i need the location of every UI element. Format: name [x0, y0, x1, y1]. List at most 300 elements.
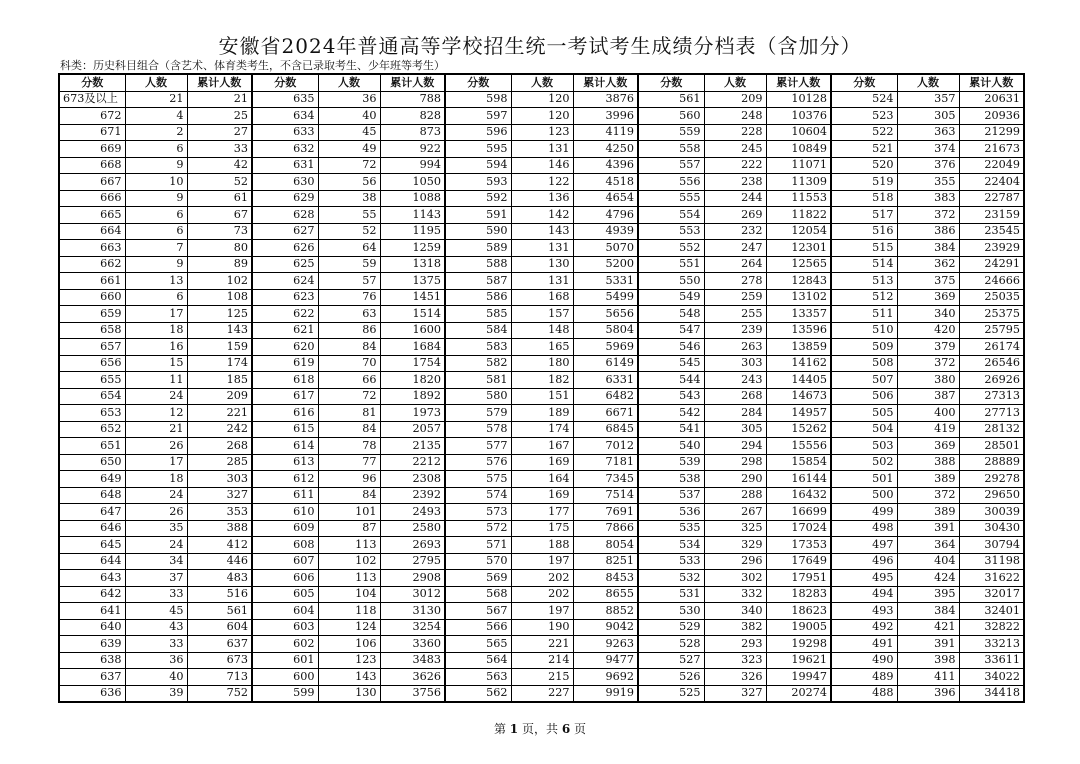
cumulative-cell: 23545 — [959, 223, 1024, 240]
cumulative-cell: 1195 — [380, 223, 445, 240]
count-cell: 238 — [704, 174, 766, 191]
cumulative-cell: 2493 — [380, 504, 445, 521]
count-cell: 6 — [125, 289, 187, 306]
score-header: 分数 — [638, 74, 704, 91]
count-cell: 106 — [318, 636, 380, 653]
score-cell: 584 — [445, 322, 511, 339]
score-cell: 599 — [252, 685, 318, 702]
cumulative-header: 累计人数 — [573, 74, 638, 91]
count-cell: 169 — [511, 487, 573, 504]
score-cell: 592 — [445, 190, 511, 207]
cumulative-cell: 108 — [187, 289, 252, 306]
score-cell: 503 — [831, 438, 897, 455]
score-cell: 601 — [252, 652, 318, 669]
count-cell: 33 — [125, 586, 187, 603]
score-cell: 666 — [59, 190, 125, 207]
count-cell: 84 — [318, 421, 380, 438]
score-cell: 606 — [252, 570, 318, 587]
score-cell: 542 — [638, 405, 704, 422]
count-cell: 76 — [318, 289, 380, 306]
cumulative-cell: 14162 — [766, 355, 831, 372]
score-cell: 616 — [252, 405, 318, 422]
count-cell: 177 — [511, 504, 573, 521]
cumulative-cell: 80 — [187, 240, 252, 257]
cumulative-cell: 1088 — [380, 190, 445, 207]
score-cell: 664 — [59, 223, 125, 240]
table-row — [59, 322, 1024, 339]
footer-suffix: 页 — [574, 722, 587, 736]
score-cell: 552 — [638, 240, 704, 257]
count-cell: 17 — [125, 306, 187, 323]
cumulative-cell: 7181 — [573, 454, 638, 471]
count-cell: 24 — [125, 537, 187, 554]
table-row — [59, 421, 1024, 438]
count-cell: 369 — [897, 438, 959, 455]
page-footer — [0, 720, 1080, 737]
count-cell: 72 — [318, 157, 380, 174]
count-cell: 7 — [125, 240, 187, 257]
score-cell: 507 — [831, 372, 897, 389]
count-cell: 39 — [125, 685, 187, 702]
cumulative-cell: 9477 — [573, 652, 638, 669]
cumulative-cell: 4654 — [573, 190, 638, 207]
score-cell: 610 — [252, 504, 318, 521]
score-cell: 521 — [831, 141, 897, 158]
cumulative-cell: 32401 — [959, 603, 1024, 620]
cumulative-cell: 446 — [187, 553, 252, 570]
table-row — [59, 289, 1024, 306]
score-cell: 594 — [445, 157, 511, 174]
score-cell: 649 — [59, 471, 125, 488]
score-cell: 567 — [445, 603, 511, 620]
score-cell: 621 — [252, 322, 318, 339]
cumulative-cell: 20631 — [959, 91, 1024, 108]
table-row — [59, 438, 1024, 455]
count-cell: 221 — [511, 636, 573, 653]
count-cell: 9 — [125, 256, 187, 273]
score-cell: 566 — [445, 619, 511, 636]
table-row — [59, 174, 1024, 191]
score-cell: 605 — [252, 586, 318, 603]
count-cell: 332 — [704, 586, 766, 603]
score-cell: 525 — [638, 685, 704, 702]
count-cell: 63 — [318, 306, 380, 323]
cumulative-cell: 3996 — [573, 108, 638, 125]
score-cell: 595 — [445, 141, 511, 158]
count-cell: 259 — [704, 289, 766, 306]
score-cell: 598 — [445, 91, 511, 108]
count-cell: 389 — [897, 471, 959, 488]
score-cell: 520 — [831, 157, 897, 174]
score-cell: 659 — [59, 306, 125, 323]
count-cell: 391 — [897, 636, 959, 653]
score-cell: 591 — [445, 207, 511, 224]
count-cell: 215 — [511, 669, 573, 686]
score-cell: 504 — [831, 421, 897, 438]
cumulative-cell: 3254 — [380, 619, 445, 636]
count-cell: 263 — [704, 339, 766, 356]
score-cell: 602 — [252, 636, 318, 653]
cumulative-cell: 604 — [187, 619, 252, 636]
score-cell: 513 — [831, 273, 897, 290]
cumulative-cell: 1259 — [380, 240, 445, 257]
cumulative-cell: 14405 — [766, 372, 831, 389]
score-cell: 493 — [831, 603, 897, 620]
score-cell: 617 — [252, 388, 318, 405]
score-cell: 648 — [59, 487, 125, 504]
score-cell: 554 — [638, 207, 704, 224]
cumulative-header: 累计人数 — [959, 74, 1024, 91]
score-cell: 638 — [59, 652, 125, 669]
table-row — [59, 240, 1024, 257]
cumulative-cell: 922 — [380, 141, 445, 158]
count-cell: 26 — [125, 438, 187, 455]
score-cell: 572 — [445, 520, 511, 537]
score-cell: 609 — [252, 520, 318, 537]
score-cell: 636 — [59, 685, 125, 702]
cumulative-cell: 28889 — [959, 454, 1024, 471]
score-cell: 587 — [445, 273, 511, 290]
score-cell: 653 — [59, 405, 125, 422]
cumulative-cell: 5969 — [573, 339, 638, 356]
cumulative-cell: 30039 — [959, 504, 1024, 521]
cumulative-cell: 8453 — [573, 570, 638, 587]
cumulative-cell: 34022 — [959, 669, 1024, 686]
cumulative-header: 累计人数 — [766, 74, 831, 91]
cumulative-cell: 4518 — [573, 174, 638, 191]
score-cell: 523 — [831, 108, 897, 125]
cumulative-cell: 2580 — [380, 520, 445, 537]
table-row — [59, 405, 1024, 422]
cumulative-cell: 2212 — [380, 454, 445, 471]
count-cell: 96 — [318, 471, 380, 488]
table-row — [59, 124, 1024, 141]
count-cell: 36 — [125, 652, 187, 669]
page-title: 安徽省2024年普通高等学校招生统一考试考生成绩分档表（含加分） — [218, 34, 862, 58]
count-cell: 11 — [125, 372, 187, 389]
score-cell: 490 — [831, 652, 897, 669]
count-cell: 12 — [125, 405, 187, 422]
cumulative-cell: 18623 — [766, 603, 831, 620]
cumulative-cell: 125 — [187, 306, 252, 323]
cumulative-cell: 20274 — [766, 685, 831, 702]
score-cell: 514 — [831, 256, 897, 273]
score-cell: 560 — [638, 108, 704, 125]
cumulative-cell: 412 — [187, 537, 252, 554]
cumulative-cell: 143 — [187, 322, 252, 339]
count-cell: 267 — [704, 504, 766, 521]
score-cell: 570 — [445, 553, 511, 570]
cumulative-cell: 28501 — [959, 438, 1024, 455]
cumulative-cell: 26174 — [959, 339, 1024, 356]
cumulative-cell: 2135 — [380, 438, 445, 455]
count-cell: 293 — [704, 636, 766, 653]
cumulative-cell: 7514 — [573, 487, 638, 504]
score-cell: 593 — [445, 174, 511, 191]
cumulative-cell: 25375 — [959, 306, 1024, 323]
cumulative-cell: 4796 — [573, 207, 638, 224]
cumulative-cell: 15556 — [766, 438, 831, 455]
score-cell: 654 — [59, 388, 125, 405]
cumulative-cell: 1820 — [380, 372, 445, 389]
count-cell: 118 — [318, 603, 380, 620]
score-cell: 641 — [59, 603, 125, 620]
score-cell: 603 — [252, 619, 318, 636]
score-cell: 556 — [638, 174, 704, 191]
count-cell: 188 — [511, 537, 573, 554]
cumulative-cell: 26546 — [959, 355, 1024, 372]
count-cell: 384 — [897, 603, 959, 620]
count-cell: 52 — [318, 223, 380, 240]
cumulative-cell: 828 — [380, 108, 445, 125]
count-cell: 6 — [125, 141, 187, 158]
count-cell: 355 — [897, 174, 959, 191]
count-cell: 86 — [318, 322, 380, 339]
score-cell: 600 — [252, 669, 318, 686]
footer-middle: 页，共 — [521, 722, 558, 736]
score-cell: 585 — [445, 306, 511, 323]
score-cell: 620 — [252, 339, 318, 356]
count-cell: 404 — [897, 553, 959, 570]
score-cell: 512 — [831, 289, 897, 306]
count-cell: 136 — [511, 190, 573, 207]
score-cell: 510 — [831, 322, 897, 339]
cumulative-cell: 327 — [187, 487, 252, 504]
cumulative-cell: 1451 — [380, 289, 445, 306]
count-cell: 383 — [897, 190, 959, 207]
score-cell: 561 — [638, 91, 704, 108]
score-cell: 583 — [445, 339, 511, 356]
cumulative-cell: 6671 — [573, 405, 638, 422]
score-cell: 635 — [252, 91, 318, 108]
score-cell: 581 — [445, 372, 511, 389]
count-cell: 15 — [125, 355, 187, 372]
cumulative-cell: 10128 — [766, 91, 831, 108]
score-cell: 634 — [252, 108, 318, 125]
count-cell: 4 — [125, 108, 187, 125]
score-cell: 645 — [59, 537, 125, 554]
count-cell: 202 — [511, 570, 573, 587]
cumulative-cell: 12565 — [766, 256, 831, 273]
count-cell: 228 — [704, 124, 766, 141]
table-row — [59, 91, 1024, 108]
cumulative-cell: 14957 — [766, 405, 831, 422]
cumulative-cell: 873 — [380, 124, 445, 141]
score-cell: 555 — [638, 190, 704, 207]
table-row — [59, 685, 1024, 702]
count-cell: 84 — [318, 339, 380, 356]
cumulative-cell: 10604 — [766, 124, 831, 141]
cumulative-cell: 3130 — [380, 603, 445, 620]
cumulative-cell: 673 — [187, 652, 252, 669]
score-cell: 642 — [59, 586, 125, 603]
score-cell: 524 — [831, 91, 897, 108]
count-cell: 57 — [318, 273, 380, 290]
cumulative-cell: 16699 — [766, 504, 831, 521]
cumulative-cell: 33213 — [959, 636, 1024, 653]
score-cell: 658 — [59, 322, 125, 339]
score-cell: 574 — [445, 487, 511, 504]
count-cell: 202 — [511, 586, 573, 603]
score-cell: 571 — [445, 537, 511, 554]
cumulative-cell: 67 — [187, 207, 252, 224]
cumulative-cell: 33611 — [959, 652, 1024, 669]
score-cell: 643 — [59, 570, 125, 587]
score-cell: 627 — [252, 223, 318, 240]
count-cell: 131 — [511, 141, 573, 158]
count-cell: 122 — [511, 174, 573, 191]
count-cell: 264 — [704, 256, 766, 273]
score-cell: 551 — [638, 256, 704, 273]
count-cell: 6 — [125, 223, 187, 240]
count-cell: 84 — [318, 487, 380, 504]
score-cell: 516 — [831, 223, 897, 240]
count-cell: 64 — [318, 240, 380, 257]
score-cell: 494 — [831, 586, 897, 603]
table-row — [59, 256, 1024, 273]
score-cell: 623 — [252, 289, 318, 306]
cumulative-cell: 516 — [187, 586, 252, 603]
score-cell: 539 — [638, 454, 704, 471]
score-cell: 498 — [831, 520, 897, 537]
count-cell: 56 — [318, 174, 380, 191]
cumulative-cell: 19621 — [766, 652, 831, 669]
count-cell: 148 — [511, 322, 573, 339]
count-cell: 45 — [125, 603, 187, 620]
cumulative-cell: 25 — [187, 108, 252, 125]
count-cell: 288 — [704, 487, 766, 504]
count-cell: 255 — [704, 306, 766, 323]
count-cell: 123 — [318, 652, 380, 669]
count-cell: 243 — [704, 372, 766, 389]
count-cell: 305 — [897, 108, 959, 125]
cumulative-cell: 174 — [187, 355, 252, 372]
count-cell: 326 — [704, 669, 766, 686]
count-cell: 157 — [511, 306, 573, 323]
table-row — [59, 355, 1024, 372]
count-cell: 323 — [704, 652, 766, 669]
count-cell: 169 — [511, 454, 573, 471]
count-cell: 120 — [511, 108, 573, 125]
score-cell: 622 — [252, 306, 318, 323]
score-cell: 535 — [638, 520, 704, 537]
count-cell: 222 — [704, 157, 766, 174]
count-cell: 120 — [511, 91, 573, 108]
score-cell: 491 — [831, 636, 897, 653]
count-cell: 197 — [511, 553, 573, 570]
cumulative-cell: 6845 — [573, 421, 638, 438]
score-cell: 597 — [445, 108, 511, 125]
count-cell: 174 — [511, 421, 573, 438]
cumulative-cell: 4119 — [573, 124, 638, 141]
count-cell: 411 — [897, 669, 959, 686]
score-cell: 614 — [252, 438, 318, 455]
cumulative-cell: 5499 — [573, 289, 638, 306]
cumulative-cell: 4396 — [573, 157, 638, 174]
table-row — [59, 619, 1024, 636]
score-cell: 575 — [445, 471, 511, 488]
count-cell: 268 — [704, 388, 766, 405]
count-cell: 227 — [511, 685, 573, 702]
count-cell: 398 — [897, 652, 959, 669]
table-row — [59, 306, 1024, 323]
table-row — [59, 570, 1024, 587]
table-row — [59, 636, 1024, 653]
count-cell: 59 — [318, 256, 380, 273]
count-cell: 24 — [125, 487, 187, 504]
cumulative-cell: 102 — [187, 273, 252, 290]
cumulative-cell: 159 — [187, 339, 252, 356]
cumulative-cell: 15854 — [766, 454, 831, 471]
category-subtitle: 科类：历史科目组合（含艺术、体育类考生，不含已录取考生、少年班等考生） — [60, 59, 445, 72]
count-cell: 294 — [704, 438, 766, 455]
count-cell: 232 — [704, 223, 766, 240]
score-cell: 660 — [59, 289, 125, 306]
count-cell: 245 — [704, 141, 766, 158]
count-cell: 81 — [318, 405, 380, 422]
count-cell: 16 — [125, 339, 187, 356]
table-row — [59, 339, 1024, 356]
score-cell: 529 — [638, 619, 704, 636]
count-cell: 340 — [704, 603, 766, 620]
cumulative-cell: 6482 — [573, 388, 638, 405]
score-cell: 568 — [445, 586, 511, 603]
cumulative-cell: 1318 — [380, 256, 445, 273]
score-header: 分数 — [252, 74, 318, 91]
table-row — [59, 207, 1024, 224]
count-cell: 101 — [318, 504, 380, 521]
score-cell: 543 — [638, 388, 704, 405]
cumulative-cell: 33 — [187, 141, 252, 158]
count-cell: 18 — [125, 471, 187, 488]
count-cell: 388 — [897, 454, 959, 471]
count-cell: 389 — [897, 504, 959, 521]
cumulative-cell: 388 — [187, 520, 252, 537]
cumulative-cell: 221 — [187, 405, 252, 422]
cumulative-cell: 3483 — [380, 652, 445, 669]
table-row — [59, 157, 1024, 174]
cumulative-cell: 2908 — [380, 570, 445, 587]
count-cell: 167 — [511, 438, 573, 455]
score-cell: 530 — [638, 603, 704, 620]
score-cell: 544 — [638, 372, 704, 389]
score-cell: 632 — [252, 141, 318, 158]
count-cell: 182 — [511, 372, 573, 389]
score-cell: 576 — [445, 454, 511, 471]
count-cell: 269 — [704, 207, 766, 224]
count-cell: 151 — [511, 388, 573, 405]
count-cell: 130 — [511, 256, 573, 273]
score-cell: 509 — [831, 339, 897, 356]
score-cell: 590 — [445, 223, 511, 240]
score-cell: 557 — [638, 157, 704, 174]
count-cell: 70 — [318, 355, 380, 372]
score-cell: 496 — [831, 553, 897, 570]
cumulative-cell: 17353 — [766, 537, 831, 554]
score-cell: 588 — [445, 256, 511, 273]
score-cell: 573 — [445, 504, 511, 521]
count-cell: 10 — [125, 174, 187, 191]
count-cell: 66 — [318, 372, 380, 389]
count-cell: 124 — [318, 619, 380, 636]
table-row — [59, 372, 1024, 389]
cumulative-cell: 5331 — [573, 273, 638, 290]
cumulative-cell: 5656 — [573, 306, 638, 323]
count-cell: 78 — [318, 438, 380, 455]
count-cell: 9 — [125, 157, 187, 174]
count-cell: 298 — [704, 454, 766, 471]
count-cell: 379 — [897, 339, 959, 356]
